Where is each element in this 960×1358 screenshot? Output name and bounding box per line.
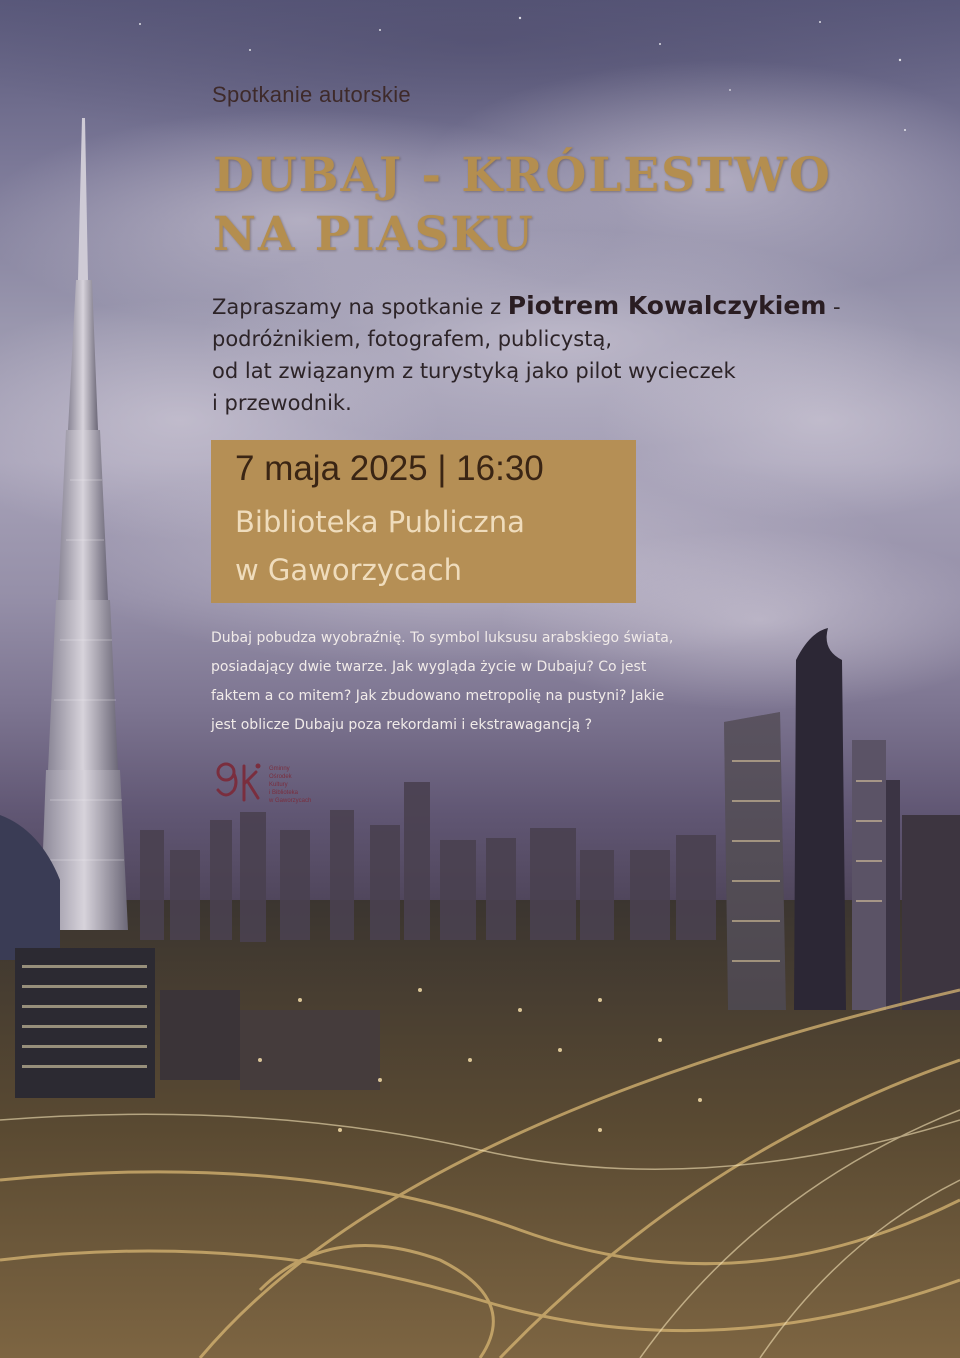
event-description bbox=[211, 624, 771, 740]
event-date-time: 7 maja 2025 | 16:30 bbox=[235, 449, 544, 488]
event-title bbox=[213, 146, 933, 264]
title-line-2: NA PIASKU bbox=[213, 207, 535, 262]
invitation-line-1 bbox=[212, 290, 932, 323]
gokib-logo bbox=[214, 760, 354, 810]
invitation-suffix: - bbox=[826, 295, 841, 319]
gokib-logo-text bbox=[269, 765, 349, 805]
logo-text-line-5: w Gaworzycach bbox=[269, 798, 312, 804]
venue-line-1: Biblioteka Publiczna bbox=[235, 505, 525, 539]
logo-text-line-1: Gminny bbox=[269, 766, 290, 772]
burj-khalifa-tower bbox=[40, 118, 128, 930]
invitation-line-2: podróżnikiem, fotografem, publicystą, bbox=[212, 327, 613, 351]
description-line-1: Dubaj pobudza wyobraźnię. To symbol luksusu arabskiego świata, bbox=[211, 630, 674, 646]
logo-text-line-2: Ośrodek bbox=[269, 774, 292, 780]
author-name: Piotrem Kowalczykiem bbox=[507, 291, 827, 320]
logo-text-line-4: i Biblioteka bbox=[269, 790, 299, 796]
description-line-4: jest oblicze Dubaju poza rekordami i ekstrawagancją ? bbox=[211, 717, 593, 733]
invitation-prefix: Zapraszamy na spotkanie z bbox=[212, 295, 508, 319]
title-line-1: DUBAJ - KRÓLESTWO bbox=[213, 148, 832, 203]
event-subtitle: Spotkanie autorskie bbox=[212, 82, 411, 107]
description-line-3: faktem a co mitem? Jak zbudowano metropolię na pustyni? Jakie bbox=[211, 688, 665, 704]
invitation-line-3: od lat związanym z turystyką jako pilot wycieczek bbox=[212, 359, 736, 383]
gokib-logo-icon bbox=[214, 760, 262, 806]
invitation-line-4: i przewodnik. bbox=[212, 391, 352, 415]
description-line-2: posiadający dwie twarze. Jak wygląda życie w Dubaju? Co jest bbox=[211, 659, 647, 675]
invitation-text bbox=[212, 290, 932, 419]
event-info-box bbox=[211, 440, 636, 603]
event-venue bbox=[235, 498, 635, 594]
venue-line-2: w Gaworzycach bbox=[235, 553, 462, 587]
logo-text-line-3: Kultury bbox=[269, 782, 288, 788]
